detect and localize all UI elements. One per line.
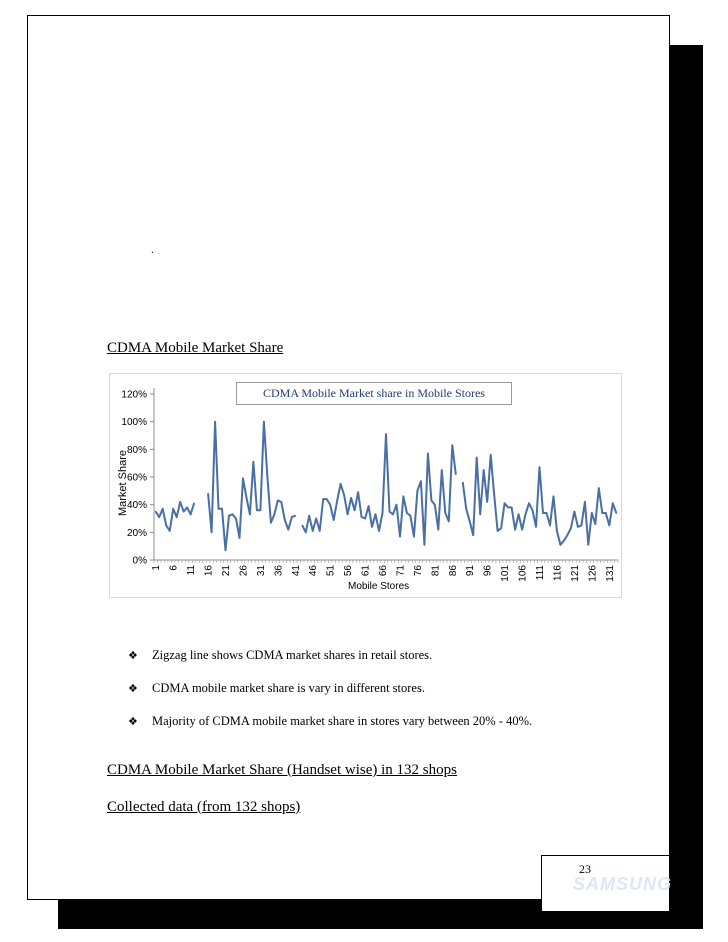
chart-data-point: [532, 509, 534, 511]
section-heading-market-share: CDMA Mobile Market Share: [107, 340, 284, 356]
chart-data-point: [616, 512, 618, 514]
chart-data-point: [291, 516, 293, 518]
chart-data-point: [553, 496, 555, 498]
samsung-logo: SAMSUNG: [573, 874, 673, 894]
chart-data-point: [385, 433, 387, 435]
chart-data-point: [361, 516, 363, 518]
chart-data-point: [595, 523, 597, 525]
chart-data-point: [584, 501, 586, 503]
chart-data-point: [549, 525, 551, 527]
chart-x-tick-label: 91: [465, 565, 477, 577]
chart-data-point: [165, 525, 167, 527]
chart-x-tick-label: 6: [168, 565, 180, 571]
chart-data-point: [295, 515, 297, 517]
chart-data-point: [357, 491, 359, 493]
chart-data-point: [493, 494, 495, 496]
diamond-bullet-icon: ❖: [128, 649, 138, 662]
chart-x-tick-label: 16: [203, 565, 215, 577]
chart-data-point: [427, 453, 429, 455]
chart-data-point: [396, 504, 398, 506]
chart-data-point: [438, 529, 440, 531]
chart-data-point: [546, 512, 548, 514]
chart-data-point: [270, 522, 272, 524]
chart-y-axis-label: Market Share: [117, 449, 129, 517]
chart-data-point: [242, 478, 244, 480]
chart-x-tick-label: 81: [430, 565, 442, 577]
chart-data-point: [302, 525, 304, 527]
stray-dot: .: [151, 242, 154, 256]
section-heading-collected-data: Collected data (from 132 shops): [107, 799, 301, 815]
chart-data-point: [333, 519, 335, 521]
chart-data-point: [406, 512, 408, 514]
chart-data-point: [483, 469, 485, 471]
chart-data-point: [218, 508, 220, 510]
chart-data-point: [329, 504, 331, 506]
chart-data-point: [588, 544, 590, 546]
chart-x-tick-label: 116: [552, 565, 564, 581]
chart-data-point: [368, 505, 370, 507]
chart-data-point: [284, 519, 286, 521]
chart-data-point: [308, 515, 310, 517]
chart-data-point: [469, 521, 471, 523]
chart-data-point: [158, 516, 160, 518]
chart-data-point: [476, 457, 478, 459]
chart-data-point: [193, 503, 195, 505]
bullet-item: [128, 645, 532, 665]
chart-x-tick-label: 51: [325, 565, 337, 577]
bullet-item: [128, 711, 532, 731]
chart-data-point: [455, 473, 457, 475]
chart-data-point: [445, 512, 447, 514]
chart-data-point: [399, 536, 401, 538]
chart-data-point: [605, 512, 607, 514]
chart-x-tick-label: 56: [343, 565, 355, 577]
chart-x-tick-label: 101: [500, 565, 512, 582]
chart-data-point: [479, 514, 481, 516]
chart-y-tick-label: 80%: [126, 444, 147, 456]
chart-data-point: [172, 508, 174, 510]
chart-data-point: [340, 483, 342, 485]
chart-data-point: [403, 496, 405, 498]
chart-data-point: [490, 454, 492, 456]
chart-data-point: [417, 490, 419, 492]
chart-data-point: [343, 494, 345, 496]
chart-data-point: [563, 540, 565, 542]
chart-data-point: [431, 500, 433, 502]
chart-x-axis-label: Mobile Stores: [348, 581, 410, 592]
chart-data-point: [560, 544, 562, 546]
chart-data-point: [465, 508, 467, 510]
bullet-text: CDMA mobile market share is vary in different stores.: [152, 680, 425, 695]
chart-data-point: [277, 500, 279, 502]
chart-data-point: [424, 544, 426, 546]
chart-data-point: [350, 497, 352, 499]
chart-data-point: [577, 526, 579, 528]
chart-x-tick-label: 36: [273, 565, 285, 577]
chart-data-point: [232, 514, 234, 516]
chart-x-tick-label: 66: [378, 565, 390, 577]
chart-x-tick-label: 131: [604, 565, 616, 582]
chart-data-point: [574, 511, 576, 513]
chart-data-point: [525, 514, 527, 516]
chart-data-point: [392, 514, 394, 516]
chart-data-point: [253, 461, 255, 463]
chart-data-point: [375, 514, 377, 516]
chart-x-tick-label: 126: [587, 565, 599, 582]
chart-x-tick-label: 26: [238, 565, 250, 577]
diamond-bullet-icon: ❖: [128, 715, 138, 728]
chart-data-point: [462, 482, 464, 484]
chart-data-point: [322, 498, 324, 500]
chart-data-point: [176, 516, 178, 518]
chart-data-point: [581, 525, 583, 527]
chart-data-point: [235, 518, 237, 520]
chart-data-point: [305, 532, 307, 534]
chart-data-point: [413, 536, 415, 538]
chart-x-tick-label: 21: [221, 565, 233, 577]
chart-x-tick-label: 31: [255, 565, 267, 577]
chart-data-point: [511, 507, 513, 509]
chart-data-point: [179, 501, 181, 503]
chart-data-point: [521, 529, 523, 531]
chart-data-point: [221, 508, 223, 510]
chart-data-point: [354, 509, 356, 511]
chart-data-point: [567, 534, 569, 536]
chart-canvas: [110, 374, 623, 599]
chart-data-point: [598, 487, 600, 489]
chart-x-tick-label: 46: [308, 565, 320, 577]
chart-data-point: [382, 512, 384, 514]
chart-x-tick-label: 41: [290, 565, 302, 577]
chart-data-point: [211, 532, 213, 534]
chart-data-point: [612, 503, 614, 505]
chart-data-point: [281, 501, 283, 503]
chart-data-point: [162, 508, 164, 510]
chart-data-point: [225, 550, 227, 552]
chart-series-line: [302, 434, 456, 545]
chart-data-point: [556, 530, 558, 532]
chart-data-point: [214, 421, 216, 423]
chart-data-point: [420, 480, 422, 482]
chart-data-point: [570, 527, 572, 529]
chart-data-point: [315, 518, 317, 520]
chart-data-point: [514, 529, 516, 531]
chart-series-line: [208, 422, 295, 551]
chart-data-point: [347, 514, 349, 516]
chart-data-point: [336, 500, 338, 502]
chart-x-tick-label: 1: [151, 565, 163, 571]
chart-data-point: [452, 444, 454, 446]
chart-y-tick-label: 20%: [126, 527, 147, 539]
page-number-box: [541, 855, 673, 912]
chart-data-point: [312, 530, 314, 532]
chart-data-point: [602, 512, 604, 514]
chart-y-tick-label: 60%: [126, 472, 147, 484]
diamond-bullet-icon: ❖: [128, 682, 138, 695]
chart-data-point: [326, 498, 328, 500]
chart-data-point: [288, 529, 290, 531]
chart-x-tick-label: 121: [569, 565, 581, 582]
chart-data-point: [472, 534, 474, 536]
chart-data-point: [609, 525, 611, 527]
chart-data-point: [169, 530, 171, 532]
chart-data-point: [239, 537, 241, 539]
chart-x-tick-label: 96: [482, 565, 494, 577]
chart-x-tick-label: 61: [360, 565, 372, 577]
chart-data-point: [410, 515, 412, 517]
chart-title: CDMA Mobile Market share in Mobile Stores: [236, 382, 512, 405]
chart-data-point: [591, 512, 593, 514]
bullet-text: Majority of CDMA mobile market share in stores vary between 20% - 40%.: [152, 713, 533, 728]
chart-data-point: [183, 511, 185, 513]
chart-series-line: [156, 502, 194, 531]
chart-y-tick-label: 120%: [121, 389, 147, 401]
chart-data-point: [486, 501, 488, 503]
chart-data-point: [364, 518, 366, 520]
chart-data-point: [228, 515, 230, 517]
chart-data-point: [497, 530, 499, 532]
chart-data-point: [190, 514, 192, 516]
chart-data-point: [434, 504, 436, 506]
chart-data-point: [274, 514, 276, 516]
chart-data-point: [448, 521, 450, 523]
chart-data-point: [441, 469, 443, 471]
market-share-chart: [109, 373, 622, 598]
chart-data-point: [528, 503, 530, 505]
chart-x-tick-label: 86: [447, 565, 459, 577]
chart-data-point: [319, 530, 321, 532]
chart-series-line: [463, 455, 617, 545]
bullet-item: [128, 678, 532, 698]
chart-x-tick-label: 106: [517, 565, 529, 582]
section-heading-handset-wise: CDMA Mobile Market Share (Handset wise) in 132 shops: [107, 762, 457, 778]
chart-x-tick-label: 111: [535, 565, 547, 581]
chart-data-point: [535, 526, 537, 528]
chart-data-point: [542, 512, 544, 514]
chart-data-point: [155, 511, 157, 513]
chart-data-point: [539, 467, 541, 469]
bullet-list: [128, 645, 532, 744]
chart-data-point: [371, 526, 373, 528]
chart-data-point: [504, 503, 506, 505]
bullet-text: Zigzag line shows CDMA market shares in retail stores.: [152, 647, 433, 662]
chart-data-point: [507, 507, 509, 509]
chart-data-point: [260, 509, 262, 511]
chart-data-point: [249, 514, 251, 516]
chart-x-tick-label: 71: [395, 565, 407, 577]
chart-data-point: [256, 509, 258, 511]
chart-y-tick-label: 40%: [126, 500, 147, 512]
chart-x-tick-label: 76: [412, 565, 424, 577]
chart-data-point: [207, 493, 209, 495]
chart-data-point: [246, 497, 248, 499]
chart-y-tick-label: 100%: [121, 417, 147, 429]
chart-data-point: [186, 507, 188, 509]
chart-x-tick-label: 11: [186, 565, 198, 576]
chart-data-point: [389, 511, 391, 513]
chart-y-tick-label: 0%: [132, 555, 147, 567]
page-number: 23: [579, 862, 591, 876]
chart-data-point: [267, 476, 269, 478]
chart-data-point: [263, 421, 265, 423]
chart-data-point: [518, 514, 520, 516]
chart-data-point: [378, 530, 380, 532]
chart-data-point: [500, 527, 502, 529]
